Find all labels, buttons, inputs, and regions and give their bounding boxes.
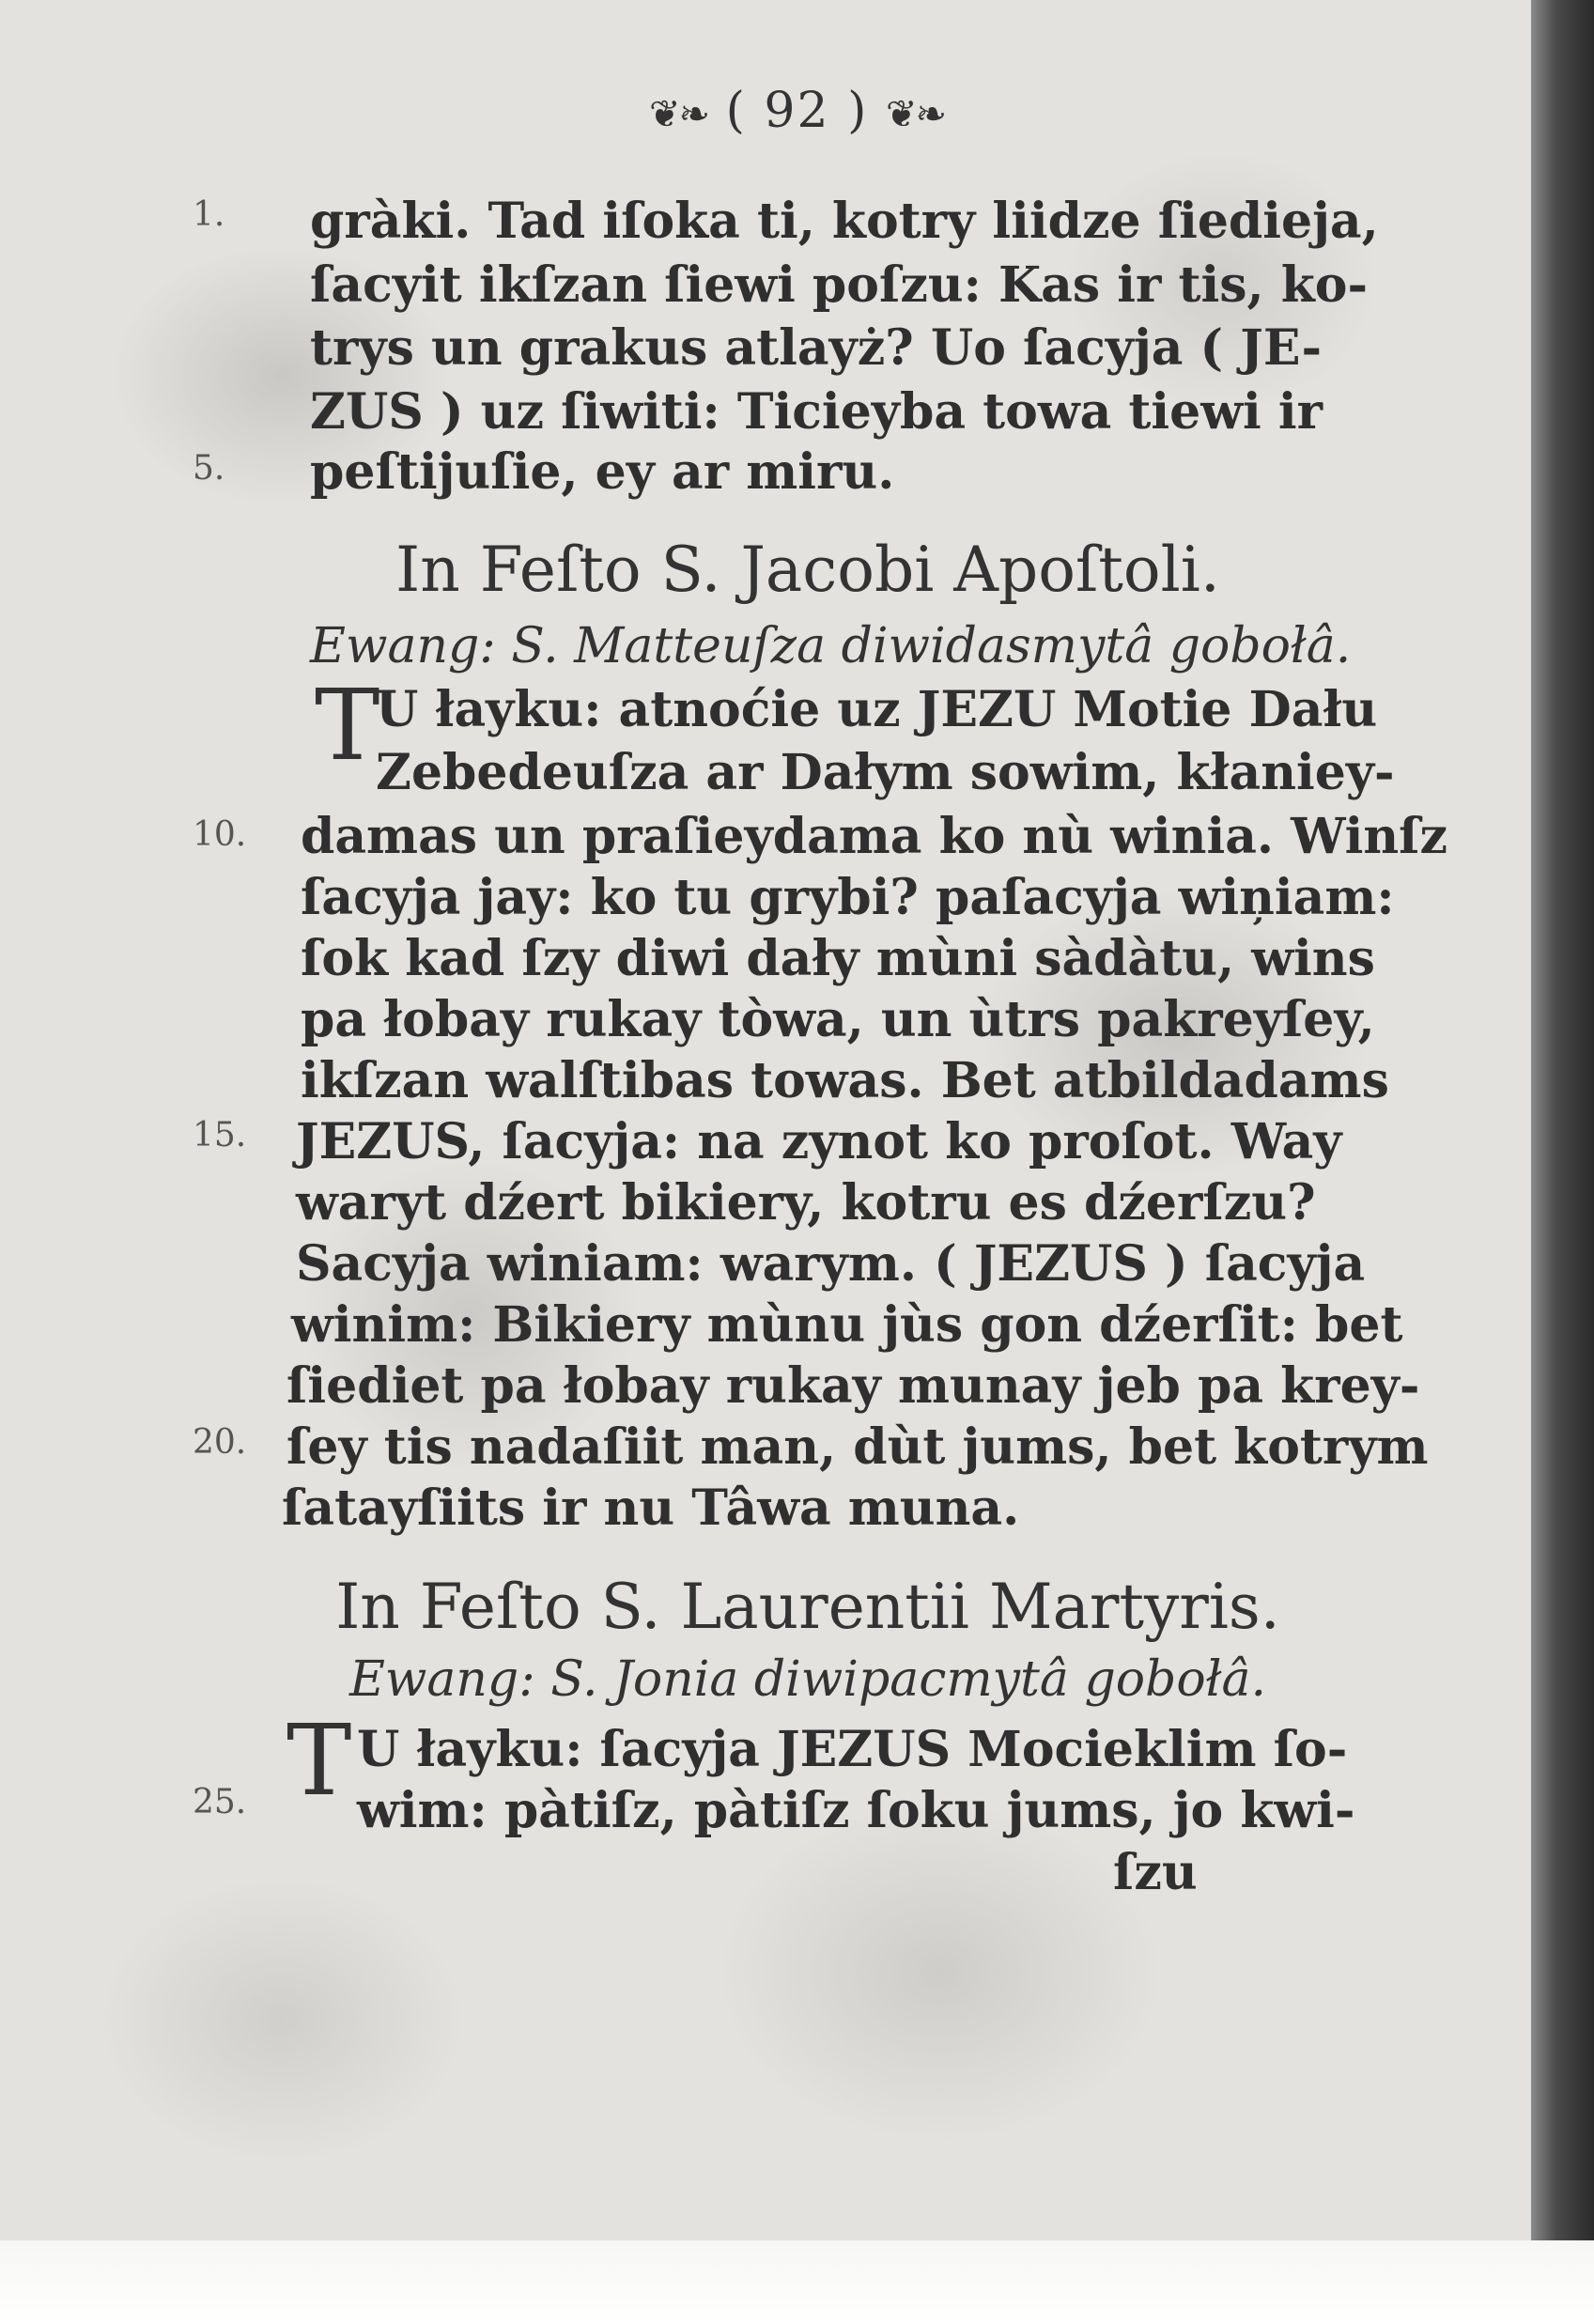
text-line: U łayku: ſacyja JEZUS Mocieklim ſo- xyxy=(357,1721,1348,1778)
text-line: wim: pàtiſz, pàtiſz ſoku jums, jo kwi- xyxy=(357,1782,1355,1839)
drop-cap: T xyxy=(315,668,380,782)
text-line: Sacyja winiam: warym. ( JEZUS ) ſacyja xyxy=(296,1235,1366,1293)
text-line: trys un grakus atlayż? Uo ſacyja ( JE- xyxy=(310,319,1323,377)
book-spine-edge xyxy=(1531,0,1594,2324)
text-line: ſatayſiits ir nu Tâwa muna. xyxy=(282,1480,1020,1537)
text-line: peſtijuſie, ey ar miru. xyxy=(310,443,895,501)
text-line: gràki. Tad iſoka ti, kotry liidze ſiedieja, xyxy=(310,193,1379,250)
text-line: ſok kad ſzy diwi dały mùni sàdàtu, wins xyxy=(301,930,1375,987)
page-header xyxy=(0,83,1594,139)
scan-margin xyxy=(0,2240,1594,2324)
section-heading: In Feſto S. Jacobi Apoſtoli. xyxy=(395,534,1220,606)
ornament-left-icon: ❦❧ xyxy=(649,93,709,136)
text-line: Zebedeuſza ar Dałym sowim, kłaniey- xyxy=(376,744,1395,801)
page-number: ( 92 ) xyxy=(725,83,869,139)
section-heading: In Feſto S. Laurentii Martyris. xyxy=(335,1571,1280,1643)
line-number: 1. xyxy=(193,195,225,234)
text-line: damas un praſieydama ko nù winia. Winſz xyxy=(301,808,1448,865)
text-line: ikſzan walſtibas towas. Bet atbildadams xyxy=(301,1052,1389,1109)
section-subheading: Ewang: S. Matteuſza diwidasmytâ gobołâ. xyxy=(310,618,1352,674)
text-line: ZUS ) uz ſiwiti: Ticieyba towa tiewi ir xyxy=(310,383,1323,441)
line-number: 5. xyxy=(193,449,225,488)
text-line: JEZUS, ſacyja: na zynot ko proſot. Way xyxy=(296,1113,1342,1170)
ornament-right-icon: ❦❧ xyxy=(885,93,945,136)
section-subheading: Ewang: S. Jonia diwipacmytâ gobołâ. xyxy=(348,1651,1267,1708)
line-number: 10. xyxy=(193,815,247,854)
text-line: U łayku: atnoćie uz JEZU Motie Dału xyxy=(376,681,1378,738)
catchword: ſzu xyxy=(1113,1844,1198,1901)
line-number: 25. xyxy=(193,1783,247,1821)
text-line: winim: Bikiery mùnu jùs gon dźerſit: bet xyxy=(291,1296,1403,1354)
text-line: waryt dźert bikiery, kotru es dźerſzu? xyxy=(296,1174,1316,1232)
text-line: ſacyit ikſzan ſiewi poſzu: Kas ir tis, ko- xyxy=(310,256,1369,314)
text-line: pa łobay rukay tòwa, un ùtrs pakreyſey, xyxy=(301,991,1375,1048)
line-number: 15. xyxy=(193,1116,247,1154)
line-number: 20. xyxy=(193,1423,247,1462)
text-line: ſiediet pa łobay rukay munay jeb pa krey- xyxy=(286,1357,1420,1415)
text-line: ſacyja jay: ko tu grybi? paſacyja wiņiam: xyxy=(301,869,1395,926)
text-line: ſey tis nadaſiit man, dùt jums, bet kotrym xyxy=(286,1418,1429,1476)
drop-cap: T xyxy=(286,1703,352,1818)
